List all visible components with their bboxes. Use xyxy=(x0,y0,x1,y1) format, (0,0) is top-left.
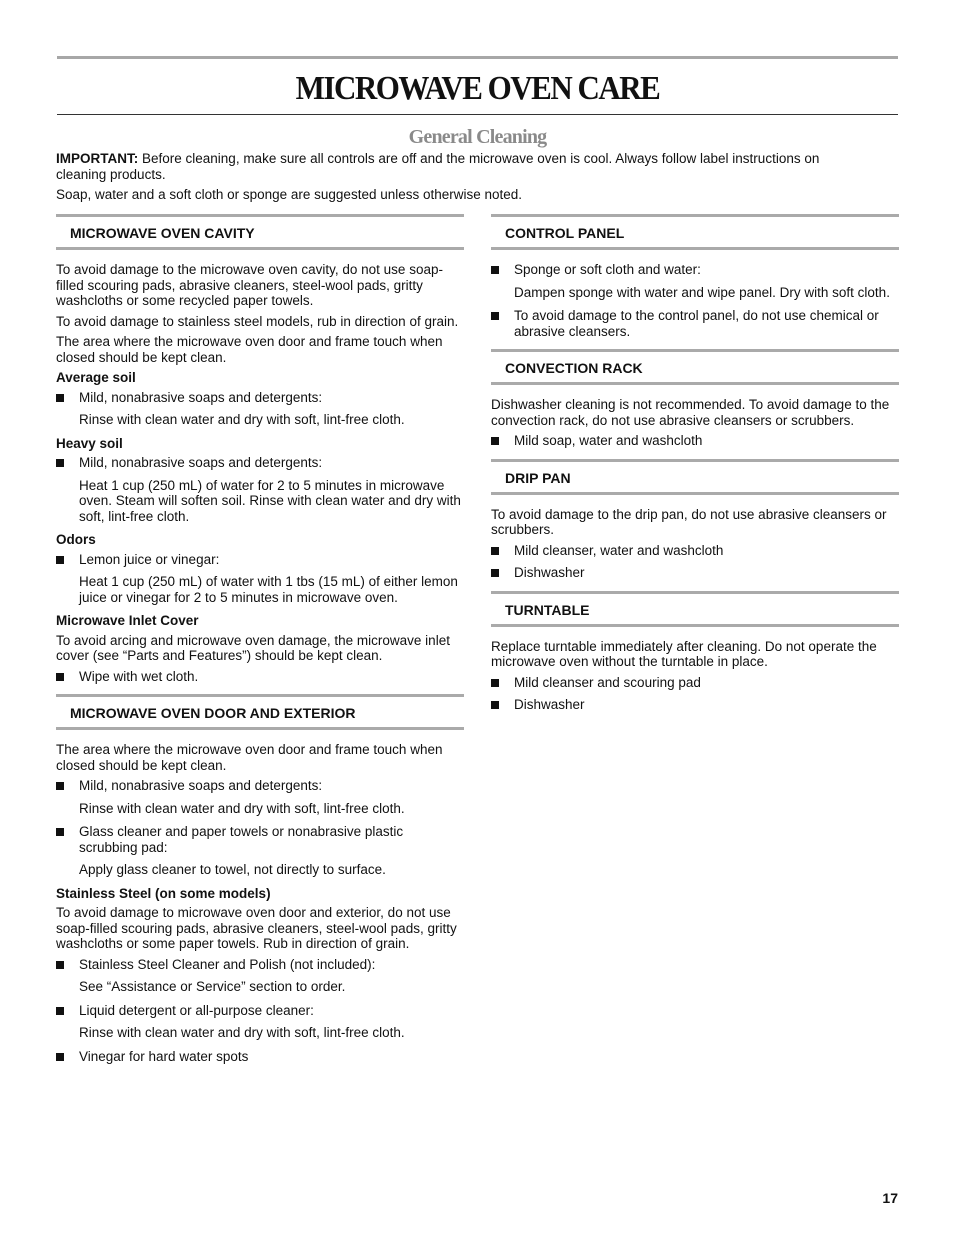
page-number: 17 xyxy=(882,1190,898,1206)
door-b2-detail: Apply glass cleaner to towel, not directly to surface. xyxy=(79,862,386,877)
bullet-text: Vinegar for hard water spots xyxy=(79,1048,249,1064)
cavity-p1: To avoid damage to the microwave oven cavity, do not use soap-filled scouring pads, abrasive cleaners, steel-wool pads, gritty washcloths or some recycled paper towels. xyxy=(56,262,443,308)
list-item xyxy=(491,308,899,339)
bullet-text: Mild soap, water and washcloth xyxy=(514,433,703,448)
square-bullet-icon xyxy=(56,1007,64,1015)
inlet-text: To avoid arcing and microwave oven damage, the microwave inlet cover (see “Parts and Features”) should be kept clean. xyxy=(56,632,450,663)
bullet-text: Wipe with wet cloth. xyxy=(79,668,199,684)
important-note xyxy=(56,151,866,182)
soap-note: Soap, water and a soft cloth or sponge are suggested unless otherwise noted. xyxy=(56,187,523,202)
bullet-text: To avoid damage to the control panel, do not use chemical or abrasive cleansers. xyxy=(514,308,879,339)
bullet-text: Glass cleaner and paper towels or nonabrasive plastic scrubbing pad: xyxy=(79,824,404,855)
right-column xyxy=(491,214,899,723)
square-bullet-icon xyxy=(56,961,64,969)
intro xyxy=(56,151,866,208)
cavity-p2: To avoid damage to stainless steel models, rub in direction of grain. xyxy=(56,313,459,329)
average-detail: Rinse with clean water and dry with soft, lint-free cloth. xyxy=(79,412,405,427)
section-subtitle: General Cleaning xyxy=(408,126,547,148)
list-item xyxy=(491,262,899,278)
list-item xyxy=(56,778,464,794)
list-item xyxy=(56,1049,464,1065)
heavy-detail: Heat 1 cup (250 mL) of water for 2 to 5 minutes in microwave oven. Steam will soften soil. Rinse with clean water and dry with soft, lint-free cloth. xyxy=(79,477,461,524)
heavy-soil-label: Heavy soil xyxy=(56,435,123,451)
door-p1: The area where the microwave oven door and frame touch when closed should be kept clean. xyxy=(56,742,443,773)
list-item xyxy=(56,552,464,568)
odors-label: Odors xyxy=(56,532,96,547)
inlet-cover-label: Microwave Inlet Cover xyxy=(56,613,199,628)
drip-section xyxy=(491,459,899,581)
drip-p1: To avoid damage to the drip pan, do not use abrasive cleansers or scrubbers. xyxy=(491,506,887,537)
bullet-text: Mild, nonabrasive soaps and detergents: xyxy=(79,455,323,470)
top-rule xyxy=(57,56,898,59)
page-title: MICROWAVE OVEN CARE xyxy=(295,68,660,107)
door-b3-detail: See “Assistance or Service” section to order. xyxy=(79,979,346,994)
stainless-text: To avoid damage to microwave oven door and exterior, do not use soap-filled scouring pads, abrasive cleaners, steel-wool pads, gritty washcloths or some paper towels. Rub in direction of grain. xyxy=(56,905,457,951)
bullet-text: Mild cleanser and scouring pad xyxy=(514,674,701,690)
bullet-text: Lemon juice or vinegar: xyxy=(79,551,220,567)
list-item xyxy=(56,824,464,855)
square-bullet-icon xyxy=(56,828,64,836)
bullet-text: Mild, nonabrasive soaps and detergents: xyxy=(79,778,323,793)
left-column xyxy=(56,214,464,1074)
cavity-section xyxy=(56,214,464,684)
convection-p1: Dishwasher cleaning is not recommended. To avoid damage to the convection rack, do not use abrasive cleansers or scrubbers. xyxy=(491,397,890,428)
bullet-text: Mild, nonabrasive soaps and detergents: xyxy=(79,389,323,405)
square-bullet-icon xyxy=(56,556,64,564)
important-label: IMPORTANT: xyxy=(56,151,139,166)
list-item xyxy=(491,433,899,449)
bullet-text: Stainless Steel Cleaner and Polish (not included): xyxy=(79,956,376,972)
square-bullet-icon xyxy=(491,266,499,274)
list-item xyxy=(56,390,464,406)
square-bullet-icon xyxy=(56,394,64,402)
convection-heading: CONVECTION RACK xyxy=(491,349,899,385)
list-item xyxy=(491,543,899,559)
bullet-text: Mild cleanser, water and washcloth xyxy=(514,542,724,558)
list-item xyxy=(56,669,464,685)
door-b4-detail: Rinse with clean water and dry with soft, lint-free cloth. xyxy=(79,1025,405,1040)
bullet-text: Liquid detergent or all-purpose cleaner: xyxy=(79,1002,314,1018)
square-bullet-icon xyxy=(491,569,499,577)
list-item xyxy=(56,1003,464,1019)
control-heading: CONTROL PANEL xyxy=(491,214,899,250)
square-bullet-icon xyxy=(491,679,499,687)
turntable-section xyxy=(491,591,899,713)
odors-detail: Heat 1 cup (250 mL) of water with 1 tbs (15 mL) of either lemon juice or vinegar for 2 to 5 minutes in microwave oven. xyxy=(79,574,458,605)
square-bullet-icon xyxy=(56,673,64,681)
cavity-p3: The area where the microwave oven door and frame touch when closed should be kept clean. xyxy=(56,334,443,365)
drip-heading: DRIP PAN xyxy=(491,459,899,495)
list-item xyxy=(491,565,899,581)
square-bullet-icon xyxy=(56,1053,64,1061)
door-heading: MICROWAVE OVEN DOOR AND EXTERIOR xyxy=(56,694,464,730)
convection-section xyxy=(491,349,899,449)
list-item xyxy=(56,957,464,973)
control-b1-detail: Dampen sponge with water and wipe panel. Dry with soft cloth. xyxy=(514,284,890,300)
bullet-text: Dishwasher xyxy=(514,565,585,580)
door-section xyxy=(56,694,464,1064)
list-item xyxy=(491,697,899,713)
stainless-label: Stainless Steel (on some models) xyxy=(56,885,271,901)
square-bullet-icon xyxy=(56,459,64,467)
square-bullet-icon xyxy=(56,782,64,790)
control-section xyxy=(491,214,899,339)
door-b1-detail: Rinse with clean water and dry with soft, lint-free cloth. xyxy=(79,800,405,816)
bullet-text: Sponge or soft cloth and water: xyxy=(514,262,701,277)
square-bullet-icon xyxy=(491,437,499,445)
cavity-heading: MICROWAVE OVEN CAVITY xyxy=(56,214,464,250)
bullet-text: Dishwasher xyxy=(514,697,585,712)
turntable-p1: Replace turntable immediately after cleaning. Do not operate the microwave oven without the turntable in place. xyxy=(491,638,877,669)
title-rule xyxy=(57,114,898,115)
square-bullet-icon xyxy=(491,312,499,320)
average-soil-label: Average soil xyxy=(56,370,136,385)
important-text: Before cleaning, make sure all controls are off and the microwave oven is cool. Always follow label instructions on cleaning products. xyxy=(56,151,820,182)
list-item xyxy=(491,675,899,691)
square-bullet-icon xyxy=(491,701,499,709)
square-bullet-icon xyxy=(491,547,499,555)
list-item xyxy=(56,455,464,471)
turntable-heading: TURNTABLE xyxy=(491,591,899,627)
